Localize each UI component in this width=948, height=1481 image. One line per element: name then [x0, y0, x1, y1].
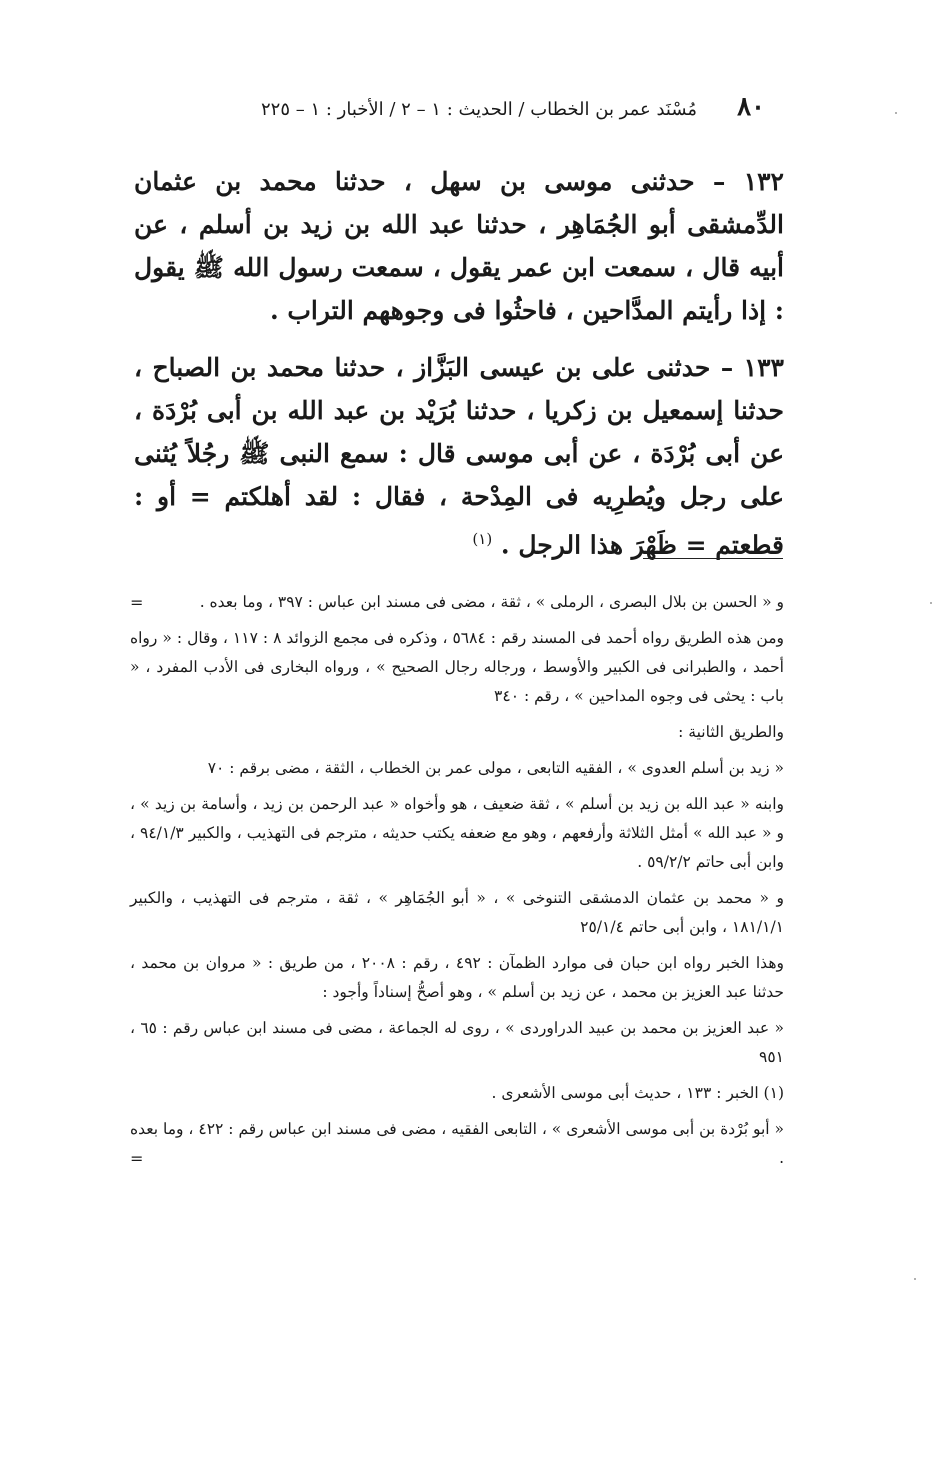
- hadith-number: ١٣٢ –: [712, 167, 784, 196]
- scan-speck: [930, 602, 932, 604]
- continuation-mark: =: [130, 1149, 144, 1168]
- footnote-1: [130, 1079, 784, 1108]
- footnote-line: [130, 1115, 784, 1173]
- hadith-133: [134, 346, 784, 566]
- footnote-text: ومن هذه الطريق رواه أحمد فى المسند رقم : ٥٦٨٤ ، وذكره فى مجمع الزوائد ٨ : ١١٧ ، وقال : « رواه أحمد ، والطبرانى فى الكبير والأوسط ، ورجاله رجال الصحيح » ، ورواه البخارى فى الأدب المفرد ، « باب : يحثى فى وجوه المداحين » ، رقم : ٣٤٠: [130, 629, 785, 705]
- hadith-text: حدثنى على بن عيسى البَزَّاز ، حدثنا محمد بن الصباح ، حدثنا إسمعيل بن زكريا ، حدثنا بُرَيْد بن عبد الله بن أبى بُرْدَة ، عن أبى بُرْدَة ، عن أبى موسى قال : سمع النبى ﷺ رجُلاً يُثنى على رجل ويُطرِيه فى المِدْحة ، فقال : لقد أهلكتم = أو : قطعتم = ظَهْرَ هذا الرجل .: [134, 353, 784, 560]
- footnote-line: [130, 884, 784, 942]
- footnote-text: وابنه « عبد الله بن زيد بن أسلم » ، ثقة ضعيف ، هو وأخواه « عبد الرحمن بن زيد ، وأسامة بن زيد » ، و « عبد الله » أمثل الثلاثة وأرفعهم ، وهو مع ضعفه يكتب حديثه ، مترجم فى التهذيب ، والكبير ٩٤/١/٣ ، وابن أبى حاتم ٥٩/٢/٢ .: [130, 795, 784, 871]
- footnote-line: [130, 790, 784, 877]
- running-title: مُسْنَد عمر بن الخطاب / الحديث : ١ – ٢ / الأخبار : ١ – ٢٢٥: [261, 99, 698, 120]
- footnotes: [130, 588, 784, 1180]
- hadith-number: ١٣٣ –: [720, 353, 784, 382]
- page-header: [220, 92, 765, 132]
- footnote-text: و « محمد بن عثمان الدمشقى التنوخى » ، « أبو الجُمَاهِر » ، ثقة ، مترجم فى التهذيب ، والكبير ١٨١/١/١ ، وابن أبى حاتم ٢٥/١/٤: [130, 889, 784, 936]
- hadith-text: حدثنى موسى بن سهل ، حدثنا محمد بن عثمان الدِّمشقى أبو الجُمَاهِر ، حدثنا عبد الله بن زيد بن أسلم ، عن أبيه قال ، سمعت ابن عمر يقول ، سمعت رسول الله ﷺ يقول : إذا رأيتم المدَّاحين ، فاحثُوا فى وجوههم التراب .: [134, 167, 784, 325]
- footnote-marker: (١): [472, 530, 493, 548]
- footnote-line: [130, 1014, 784, 1072]
- footnote-text: والطريق الثانية :: [678, 723, 784, 741]
- footnote-line: [130, 949, 784, 1007]
- footnote-text: « زيد بن أسلم العدوى » ، الفقيه التابعى ، مولى عمر بن الخطاب ، الثقة ، مضى برقم : ٧٠: [207, 759, 784, 777]
- page-number: ٨٠: [737, 92, 765, 122]
- footnote-line: [130, 588, 784, 617]
- footnote-line: [130, 624, 784, 711]
- footnote-line: [130, 718, 784, 747]
- continuation-mark: =: [130, 593, 144, 612]
- hadith-132: [134, 160, 784, 332]
- footnote-text: « عبد العزيز بن محمد بن عبيد الدراوردى » ، روى له الجماعة ، مضى فى مسند ابن عباس رقم : ٦٥ ، ٩٥١: [130, 1019, 784, 1066]
- footnote-line: [130, 754, 784, 783]
- scan-speck: [914, 1278, 916, 1280]
- footnote-separator: [643, 558, 783, 559]
- footnote-text: و « الحسن بن بلال البصرى ، الرملى » ، ثقة ، مضى فى مسند ابن عباس : ٣٩٧ ، وما بعده .: [199, 593, 784, 611]
- footnote-text: « أبو بُرْدة بن أبى موسى الأشعرى » ، التابعى الفقيه ، مضى فى مسند ابن عباس رقم : ٤٢٢ ، وما بعده .: [130, 1120, 784, 1167]
- footnote-text: (١) الخبر : ١٣٣ ، حديث أبى موسى الأشعرى .: [491, 1084, 784, 1102]
- scan-speck: [895, 112, 897, 114]
- main-text: [134, 160, 784, 580]
- footnote-text: وهذا الخبر رواه ابن حبان فى موارد الظمآن : ٤٩٢ ، رقم : ٢٠٠٨ ، من طريق : « مروان بن محمد ، حدثنا عبد العزيز بن محمد ، عن زيد بن أسلم » ، وهو أصحُّ إسناداً وأجود :: [130, 954, 784, 1001]
